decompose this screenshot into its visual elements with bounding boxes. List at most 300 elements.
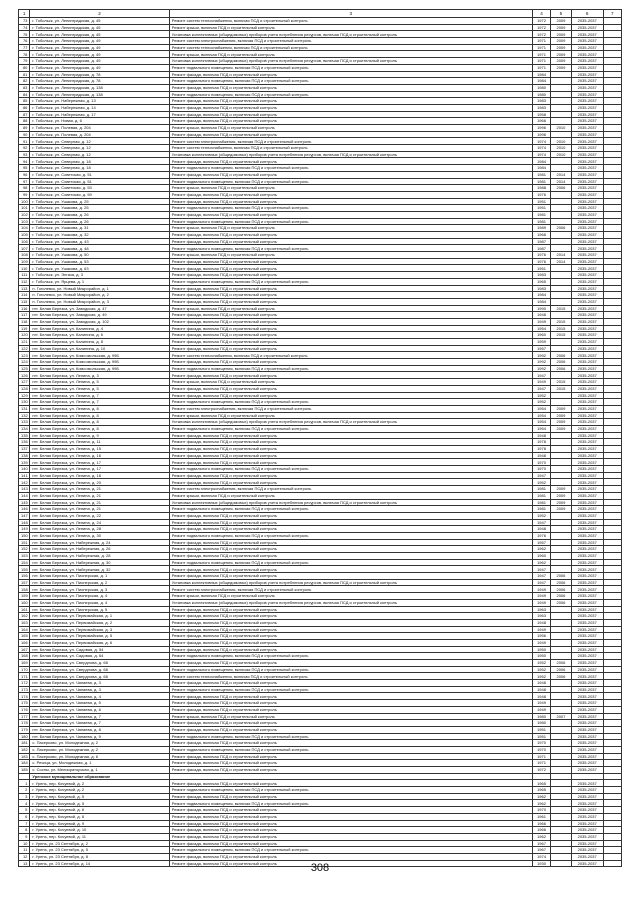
last-repair-year-cell: 2015 — [551, 325, 572, 332]
build-year-cell: 1980 — [532, 91, 550, 98]
last-repair-year-cell: 2009 — [551, 18, 572, 25]
empty-cell — [603, 359, 621, 366]
address-cell: г. Тобольск, ул. Ленинградская, д. 49 — [30, 44, 169, 51]
table-row — [19, 218, 622, 225]
work-type-cell: Установка коллективных (общедомовых) приборов учета потребления ресурсов, включая ПСД и строительный контроль — [169, 58, 532, 65]
empty-cell — [603, 660, 621, 667]
build-year-cell: 1952 — [532, 512, 550, 519]
address-cell: г. Урень, ул. 23 Сентября, д. 14 — [30, 860, 169, 867]
row-number: 118 — [19, 318, 30, 325]
table-row — [19, 318, 622, 325]
last-repair-year-cell — [551, 559, 572, 566]
work-type-cell: Ремонт крыши, включая ПСД и строительный контроль — [169, 252, 532, 259]
work-type-cell: Ремонт фасада, включая ПСД и строительный контроль — [169, 807, 532, 814]
table-row — [19, 198, 622, 205]
empty-cell — [603, 305, 621, 312]
table-row — [19, 706, 622, 713]
table-row — [19, 720, 622, 727]
address-cell: пгт. Белая Березка, ул. Пионерская, д. 3 — [30, 586, 169, 593]
last-repair-year-cell: 2015 — [551, 318, 572, 325]
row-number: 98 — [19, 185, 30, 192]
work-type-cell: Ремонт фасада, включая ПСД и строительный контроль — [169, 633, 532, 640]
empty-cell — [603, 432, 621, 439]
last-repair-year-cell: 2006 — [551, 666, 572, 673]
build-year-cell: 1949 — [532, 586, 550, 593]
last-repair-year-cell: 2010 — [551, 145, 572, 152]
planned-period-cell: 2035-2037 — [571, 686, 603, 693]
row-number: 4 — [19, 800, 30, 807]
planned-period-cell: 2035-2037 — [571, 84, 603, 91]
empty-cell — [603, 693, 621, 700]
planned-period-cell: 2035-2037 — [571, 312, 603, 319]
last-repair-year-cell: 2014 — [551, 171, 572, 178]
build-year-cell: 1961 — [532, 813, 550, 820]
row-number: 173 — [19, 686, 30, 693]
empty-cell — [603, 519, 621, 526]
work-type-cell: Ремонт фасада, включая ПСД и строительный контроль — [169, 639, 532, 646]
build-year-cell: 1976 — [532, 191, 550, 198]
address-cell: г. Тобольск, ул. Советская, д. 51 — [30, 171, 169, 178]
work-type-cell: Ремонт фасада, включая ПСД и строительный контроль — [169, 813, 532, 820]
table-row — [19, 619, 622, 626]
row-number: 112 — [19, 278, 30, 285]
table-row — [19, 666, 622, 673]
empty-cell — [603, 198, 621, 205]
row-number: 177 — [19, 713, 30, 720]
planned-period-cell: 2035-2037 — [571, 706, 603, 713]
empty-cell — [603, 185, 621, 192]
build-year-cell: 1960 — [532, 553, 550, 560]
address-cell: г. Урень, пер. Кочуевой, д. 6 — [30, 807, 169, 814]
empty-cell — [603, 606, 621, 613]
empty-cell — [603, 24, 621, 31]
address-cell: пгт. Белая Березка, ул. Калинина, д. 10 — [30, 345, 169, 352]
empty-cell — [603, 512, 621, 519]
empty-cell — [603, 84, 621, 91]
empty-cell — [603, 626, 621, 633]
planned-period-cell: 2035-2037 — [571, 18, 603, 25]
address-cell: пгт. Белая Березка, ул. Калинина, д. 6 — [30, 332, 169, 339]
last-repair-year-cell: 2009 — [551, 506, 572, 513]
address-cell: пгт. Белая Березка, ул. Ленина, д. 8 — [30, 419, 169, 426]
planned-period-cell: 2035-2037 — [571, 399, 603, 406]
empty-cell — [603, 405, 621, 412]
table-row — [19, 312, 622, 319]
table-row — [19, 780, 622, 787]
address-cell: пгт. Белая Березка, ул. Чапаева, д. 5 — [30, 700, 169, 707]
empty-cell — [603, 686, 621, 693]
row-number: 181 — [19, 740, 30, 747]
address-cell: пгт. Белая Березка, ул. Ленина, д. 20 — [30, 479, 169, 486]
empty-cell — [603, 265, 621, 272]
work-type-cell: Ремонт крыши, включая ПСД и строительный контроль — [169, 492, 532, 499]
planned-period-cell: 2035-2037 — [571, 165, 603, 172]
planned-period-cell: 2035-2037 — [571, 372, 603, 379]
planned-period-cell: 2035-2037 — [571, 499, 603, 506]
row-number: 96 — [19, 171, 30, 178]
empty-cell — [603, 767, 621, 774]
work-type-cell: Ремонт фасада, включая ПСД и строительный контроль — [169, 298, 532, 305]
last-repair-year-cell: 2006 — [551, 579, 572, 586]
empty-cell — [603, 452, 621, 459]
planned-period-cell: 2035-2037 — [571, 472, 603, 479]
build-year-cell: 1962 — [532, 833, 550, 840]
planned-period-cell: 2035-2037 — [571, 151, 603, 158]
row-number: 158 — [19, 586, 30, 593]
planned-period-cell: 2035-2037 — [571, 412, 603, 419]
row-number: 180 — [19, 733, 30, 740]
address-cell: г. Тобольск, ул. Полевая, д. 204 — [30, 125, 169, 132]
last-repair-year-cell — [551, 479, 572, 486]
planned-period-cell: 2035-2037 — [571, 171, 603, 178]
work-type-cell: Ремонт фасада, включая ПСД и строительный контроль — [169, 700, 532, 707]
build-year-cell: 1954 — [532, 419, 550, 426]
row-number: 99 — [19, 191, 30, 198]
build-year-cell: 1965 — [532, 787, 550, 794]
last-repair-year-cell — [551, 292, 572, 299]
last-repair-year-cell: 2009 — [551, 425, 572, 432]
last-repair-year-cell — [551, 740, 572, 747]
build-year-cell: 1984 — [532, 292, 550, 299]
planned-period-cell: 2035-2037 — [571, 131, 603, 138]
work-type-cell: Ремонт фасада, включая ПСД и строительный контроль — [169, 680, 532, 687]
table-row — [19, 539, 622, 546]
work-type-cell: Ремонт фасада, включая ПСД и строительный контроль — [169, 98, 532, 105]
empty-cell — [603, 425, 621, 432]
build-year-cell: 1970 — [532, 459, 550, 466]
address-cell: г. Тобольск, ул. Ушакова, д. 50 — [30, 252, 169, 259]
address-cell: пгт. Белая Березка, ул. Пионерская, д. 5 — [30, 606, 169, 613]
last-repair-year-cell: 2009 — [551, 492, 572, 499]
planned-period-cell: 2035-2037 — [571, 325, 603, 332]
table-row — [19, 425, 622, 432]
last-repair-year-cell: 2009 — [551, 419, 572, 426]
build-year-cell: 1976 — [532, 532, 550, 539]
empty-cell — [603, 840, 621, 847]
table-row — [19, 586, 622, 593]
empty-cell — [603, 506, 621, 513]
empty-cell — [603, 238, 621, 245]
last-repair-year-cell — [551, 131, 572, 138]
empty-cell — [571, 773, 603, 780]
work-type-cell: Ремонт фасада, включая ПСД и строительный контроль — [169, 118, 532, 125]
table-row — [19, 486, 622, 493]
planned-period-cell: 2035-2037 — [571, 258, 603, 265]
work-type-cell: Ремонт фасада, включая ПСД и строительный контроль — [169, 767, 532, 774]
planned-period-cell: 2035-2037 — [571, 432, 603, 439]
table-row — [19, 633, 622, 640]
last-repair-year-cell: 2009 — [551, 24, 572, 31]
empty-cell — [603, 566, 621, 573]
planned-period-cell: 2035-2037 — [571, 379, 603, 386]
empty-cell — [603, 125, 621, 132]
address-cell: пгт. Белая Березка, ул. Ленина, д. 17 — [30, 466, 169, 473]
table-row — [19, 38, 622, 45]
table-row — [19, 104, 622, 111]
address-cell: пгт. Белая Березка, ул. Набережная, д. 30 — [30, 559, 169, 566]
row-number: 152 — [19, 546, 30, 553]
planned-period-cell: 2035-2037 — [571, 318, 603, 325]
planned-period-cell: 2035-2037 — [571, 813, 603, 820]
work-type-cell: Ремонт систем электроснабжения, включая ПСД и строительный контроль — [169, 405, 532, 412]
build-year-cell: 1954 — [532, 325, 550, 332]
empty-cell — [603, 399, 621, 406]
build-year-cell: 1952 — [532, 399, 550, 406]
planned-period-cell: 2035-2037 — [571, 104, 603, 111]
build-year-cell: 1972 — [532, 18, 550, 25]
empty-cell — [603, 553, 621, 560]
address-cell: п. Гоголевск, ул. Новый Микрорайон, д. 3 — [30, 298, 169, 305]
address-cell: г. Тобольск, ул. Ленинградская, д. 138 — [30, 91, 169, 98]
work-type-cell: Ремонт фасада, включая ПСД и строительный контроль — [169, 853, 532, 860]
row-number: 93 — [19, 151, 30, 158]
planned-period-cell: 2035-2037 — [571, 486, 603, 493]
address-cell: г. Тобольск, ул. Ушакова, д. 63 — [30, 265, 169, 272]
empty-cell — [603, 419, 621, 426]
last-repair-year-cell: 2009 — [551, 486, 572, 493]
table-row — [19, 305, 622, 312]
empty-cell — [603, 472, 621, 479]
row-number: 5 — [19, 807, 30, 814]
last-repair-year-cell — [551, 619, 572, 626]
row-number: 105 — [19, 232, 30, 239]
planned-period-cell: 2035-2037 — [571, 820, 603, 827]
row-number: 104 — [19, 225, 30, 232]
empty-cell — [19, 773, 30, 780]
build-year-cell: 1949 — [532, 318, 550, 325]
table-row — [19, 840, 622, 847]
build-year-cell: 1948 — [532, 619, 550, 626]
work-type-cell: Ремонт подвального помещения, включая ПСД и строительный контроль — [169, 205, 532, 212]
table-row — [19, 158, 622, 165]
empty-cell — [603, 111, 621, 118]
table-row — [19, 653, 622, 660]
last-repair-year-cell — [551, 232, 572, 239]
column-number: 3 — [169, 10, 532, 18]
empty-cell — [603, 673, 621, 680]
planned-period-cell: 2035-2037 — [571, 332, 603, 339]
row-number: 113 — [19, 285, 30, 292]
table-row — [19, 352, 622, 359]
empty-cell — [603, 807, 621, 814]
planned-period-cell: 2035-2037 — [571, 586, 603, 593]
last-repair-year-cell — [551, 800, 572, 807]
last-repair-year-cell — [551, 700, 572, 707]
row-number: 76 — [19, 38, 30, 45]
last-repair-year-cell — [551, 746, 572, 753]
build-year-cell: 1984 — [532, 71, 550, 78]
empty-cell — [603, 599, 621, 606]
row-number: 3 — [19, 793, 30, 800]
planned-period-cell: 2035-2037 — [571, 479, 603, 486]
last-repair-year-cell — [551, 272, 572, 279]
empty-cell — [603, 853, 621, 860]
last-repair-year-cell: 2009 — [551, 51, 572, 58]
address-cell: г. Тобольск, ул. Северная, д. 12 — [30, 145, 169, 152]
row-number: 11 — [19, 847, 30, 854]
work-type-cell: Ремонт фасада, включая ПСД и строительный контроль — [169, 840, 532, 847]
empty-cell — [603, 191, 621, 198]
planned-period-cell: 2035-2037 — [571, 118, 603, 125]
empty-cell — [603, 479, 621, 486]
row-number: 91 — [19, 138, 30, 145]
address-cell: пгт. Белая Березка, ул. Пионерская, д. 2 — [30, 579, 169, 586]
address-cell: пгт. Белая Березка, ул. Первомайская, д. 2 — [30, 619, 169, 626]
planned-period-cell: 2035-2037 — [571, 359, 603, 366]
row-number: 114 — [19, 292, 30, 299]
planned-period-cell: 2035-2037 — [571, 252, 603, 259]
address-cell: г. Тобольск, ул. Ушакова, д. 53 — [30, 258, 169, 265]
work-type-cell: Ремонт фасада, включая ПСД и строительный контроль — [169, 104, 532, 111]
address-cell: пгт. Белая Березка, ул. Чапаева, д. 8 — [30, 726, 169, 733]
work-type-cell: Ремонт фасада, включая ПСД и строительный контроль — [169, 833, 532, 840]
last-repair-year-cell — [551, 606, 572, 613]
address-cell: с. Сосны, ул. Мелиораторская, д. 1 — [30, 767, 169, 774]
work-type-cell: Ремонт фасада, включая ПСД и строительный контроль — [169, 693, 532, 700]
last-repair-year-cell — [551, 820, 572, 827]
planned-period-cell: 2035-2037 — [571, 539, 603, 546]
planned-period-cell: 2035-2037 — [571, 98, 603, 105]
table-row — [19, 740, 622, 747]
build-year-cell: 1967 — [532, 847, 550, 854]
work-type-cell: Ремонт крыши, включая ПСД и строительный контроль — [169, 305, 532, 312]
address-cell: пгт. Белая Березка, ул. Калинина, д. 4 — [30, 325, 169, 332]
empty-cell — [603, 653, 621, 660]
empty-cell — [603, 700, 621, 707]
address-cell: пгт. Белая Березка, ул. Ленина, д. 21 — [30, 486, 169, 493]
empty-cell — [603, 131, 621, 138]
planned-period-cell: 2035-2037 — [571, 211, 603, 218]
table-row — [19, 492, 622, 499]
table-row — [19, 325, 622, 332]
work-type-cell: Установка коллективных (общедомовых) приборов учета потребления ресурсов, включая ПСД и строительный контроль — [169, 599, 532, 606]
work-type-cell: Установка коллективных (общедомовых) приборов учета потребления ресурсов, включая ПСД и строительный контроль — [169, 151, 532, 158]
row-number: 153 — [19, 553, 30, 560]
table-row — [19, 332, 622, 339]
address-cell: г. Тобольск, ул. Ушакова, д. 48 — [30, 245, 169, 252]
empty-cell — [603, 345, 621, 352]
column-number: 5 — [551, 10, 572, 18]
table-row — [19, 599, 622, 606]
planned-period-cell: 2035-2037 — [571, 339, 603, 346]
planned-period-cell: 2035-2037 — [571, 138, 603, 145]
address-cell: пгт. Белая Березка, ул. Ленина, д. 8 — [30, 425, 169, 432]
empty-cell — [603, 466, 621, 473]
row-number: 103 — [19, 218, 30, 225]
build-year-cell: 1987 — [532, 238, 550, 245]
empty-cell — [603, 492, 621, 499]
address-cell: пгт. Белая Березка, ул. Садовая, д. 64 — [30, 653, 169, 660]
table-row — [19, 472, 622, 479]
empty-cell — [603, 459, 621, 466]
build-year-cell: 1952 — [532, 392, 550, 399]
table-row — [19, 746, 622, 753]
build-year-cell: 1949 — [532, 626, 550, 633]
table-row — [19, 827, 622, 834]
table-row — [19, 272, 622, 279]
address-cell: пгт. Белая Березка, ул. Ленина, д. 16 — [30, 452, 169, 459]
build-year-cell: 1972 — [532, 24, 550, 31]
planned-period-cell: 2035-2037 — [571, 767, 603, 774]
table-row — [19, 787, 622, 794]
build-year-cell: 1976 — [532, 258, 550, 265]
table-row — [19, 526, 622, 533]
empty-cell — [603, 98, 621, 105]
row-number: 119 — [19, 325, 30, 332]
table-row — [19, 639, 622, 646]
planned-period-cell: 2035-2037 — [571, 800, 603, 807]
planned-period-cell: 2035-2037 — [571, 392, 603, 399]
work-type-cell: Установка коллективных (общедомовых) приборов учета потребления ресурсов, включая ПСД и строительный контроль — [169, 419, 532, 426]
build-year-cell: 1970 — [532, 746, 550, 753]
address-cell: пгт. Белая Березка, ул. Заводская, д. 49 — [30, 312, 169, 319]
work-type-cell: Ремонт подвального помещения, включая ПСД и строительный контроль — [169, 733, 532, 740]
row-number: 141 — [19, 472, 30, 479]
last-repair-year-cell: 2006 — [551, 593, 572, 600]
table-row — [19, 238, 622, 245]
address-cell: пгт. Белая Березка, ул. Чапаева, д. 7 — [30, 713, 169, 720]
build-year-cell: 1971 — [532, 38, 550, 45]
address-cell: пгт. Белая Березка, ул. Свердлова, д. 68 — [30, 673, 169, 680]
row-number: 81 — [19, 71, 30, 78]
row-number: 109 — [19, 258, 30, 265]
last-repair-year-cell — [551, 767, 572, 774]
row-number: 137 — [19, 446, 30, 453]
empty-cell — [603, 292, 621, 299]
planned-period-cell: 2035-2037 — [571, 385, 603, 392]
last-repair-year-cell: 2010 — [551, 138, 572, 145]
address-cell: г. Тобольск, ул. Северная, д. 18 — [30, 165, 169, 172]
address-cell: г. Тобольск, ул. Полевая, д. 204 — [30, 131, 169, 138]
work-type-cell: Ремонт подвального помещения, включая ПСД и строительный контроль — [169, 178, 532, 185]
table-row — [19, 532, 622, 539]
empty-cell — [603, 44, 621, 51]
planned-period-cell: 2035-2037 — [571, 24, 603, 31]
empty-cell — [603, 232, 621, 239]
row-number: 8 — [19, 827, 30, 834]
work-type-cell: Ремонт систем электроснабжения, включая ПСД и строительный контроль — [169, 486, 532, 493]
table-row — [19, 51, 622, 58]
row-number: 147 — [19, 512, 30, 519]
build-year-cell: 1954 — [532, 425, 550, 432]
address-cell: пгт. Белая Березка, ул. Набережная, д. 28 — [30, 553, 169, 560]
row-number: 7 — [19, 820, 30, 827]
work-type-cell: Ремонт фасада, включая ПСД и строительный контроль — [169, 232, 532, 239]
address-cell: пгт. Белая Березка, ул. Первомайская, д. 6 — [30, 639, 169, 646]
work-type-cell: Ремонт фасада, включая ПСД и строительный контроль — [169, 318, 532, 325]
work-type-cell: Ремонт подвального помещения, включая ПСД и строительный контроль — [169, 425, 532, 432]
empty-cell — [603, 639, 621, 646]
build-year-cell: 1971 — [532, 51, 550, 58]
table-row — [19, 800, 622, 807]
row-number: 143 — [19, 486, 30, 493]
address-cell: пгт. Белая Березка, ул. Ленина, д. 28 — [30, 526, 169, 533]
table-row — [19, 385, 622, 392]
planned-period-cell: 2035-2037 — [571, 218, 603, 225]
build-year-cell: 1954 — [532, 412, 550, 419]
table-row — [19, 211, 622, 218]
planned-period-cell: 2035-2037 — [571, 58, 603, 65]
work-type-cell: Ремонт фасада, включая ПСД и строительный контроль — [169, 359, 532, 366]
last-repair-year-cell: 2010 — [551, 125, 572, 132]
build-year-cell: 1962 — [532, 559, 550, 566]
column-number: 7 — [603, 10, 621, 18]
planned-period-cell: 2035-2037 — [571, 278, 603, 285]
address-cell: пгт. Белая Березка, ул. Ленина, д. 11 — [30, 439, 169, 446]
planned-period-cell: 2035-2037 — [571, 205, 603, 212]
row-number: 183 — [19, 753, 30, 760]
row-number: 159 — [19, 593, 30, 600]
